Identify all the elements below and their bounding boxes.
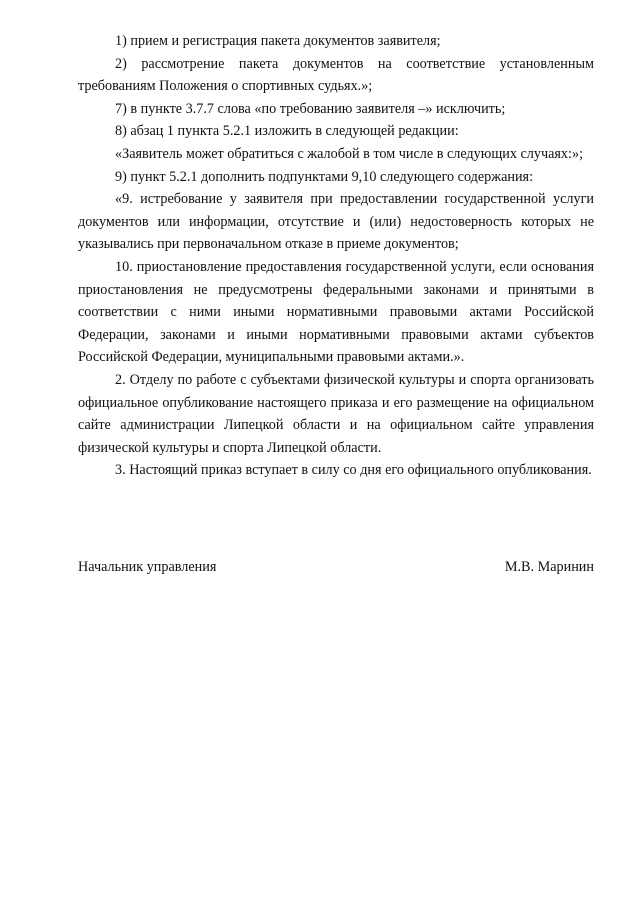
paragraph-subitem-9: «9. истребование у заявителя при предоставлении государственной услуги документов или информации, отсутствие и (или) недостоверность которых не указывались при первоначальном отказе в приеме документов; (78, 191, 594, 253)
paragraph-publication-order: 2. Отделу по работе с субъектами физической культуры и спорта организовать официальное опубликование настоящего приказа и его размещение на официальном сайте администрации Липецкой области и на официальном сайте управления физической культуры и спорта Липецкой области. (78, 371, 594, 456)
paragraph-item-1: 1) прием и регистрация пакета документов заявителя; (115, 33, 441, 49)
signatory-position: Начальник управления (78, 559, 217, 575)
paragraph-subitem-10: 10. приостановление предоставления государственной услуги, если основания приостановления не предусмотрены федеральными законами и принятыми в соответствии с ними иными нормативными правовыми актами Российской Федерации, законами и иными нормативными правовыми актами субъектов Российской Федерации, муниципальными правовыми актами.». (78, 258, 594, 366)
paragraph-item-8: 8) абзац 1 пункта 5.2.1 изложить в следующей редакции: (115, 123, 459, 140)
paragraph-item-2: 2) рассмотрение пакета документов на соответствие установленным требованиям Положения о спортивных судьях.»; (78, 55, 594, 95)
paragraph-item-9: 9) пункт 5.2.1 дополнить подпунктами 9,10 следующего содержания: (115, 168, 534, 185)
paragraph-quote-complaint: «Заявитель может обратиться с жалобой в том числе в следующих случаях:»; (115, 145, 584, 162)
paragraph-effective-date: 3. Настоящий приказ вступает в силу со дня его официального опубликования. (115, 462, 592, 479)
signatory-name: М.В. Маринин (504, 559, 594, 575)
paragraph-item-7: 7) в пункте 3.7.7 слова «по требованию заявителя –» исключить; (115, 100, 506, 117)
signature-block (78, 557, 594, 577)
document-body (78, 30, 594, 482)
